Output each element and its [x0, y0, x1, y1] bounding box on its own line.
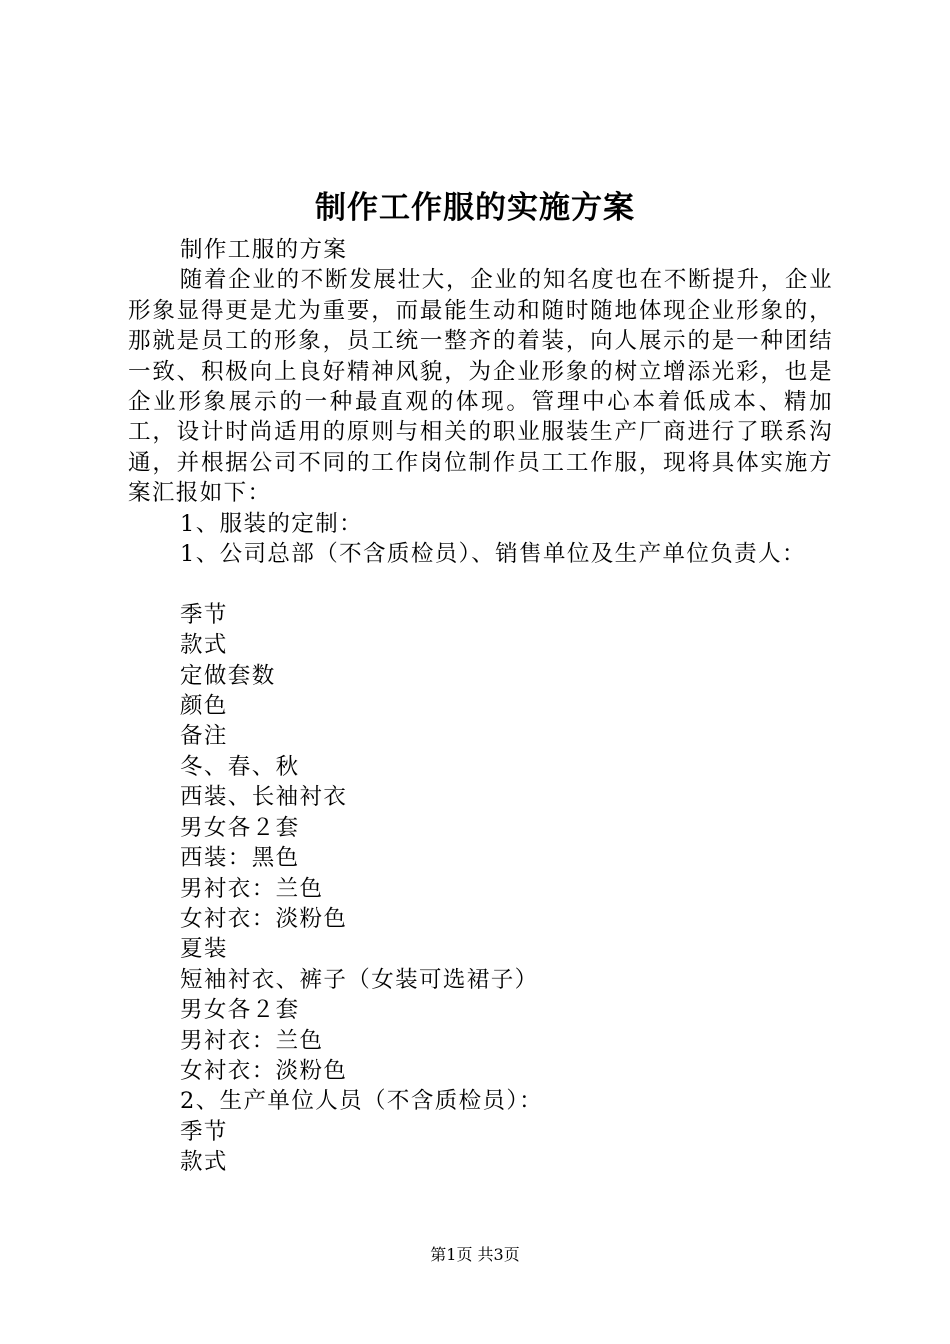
header-quantity: 定做套数: [180, 662, 276, 689]
winter-suit-color: 西装：黑色: [180, 845, 300, 872]
section2-header-style: 款式: [180, 1149, 228, 1176]
header-season: 季节: [180, 601, 228, 628]
section1-heading: 1、服装的定制：: [180, 510, 364, 537]
blank-line: [128, 569, 833, 599]
header-remark: 备注: [180, 723, 228, 750]
winter-quantity: 男女各２套: [180, 814, 300, 841]
header-color: 颜色: [180, 693, 228, 720]
document-title: 制作工作服的实施方案: [315, 190, 635, 226]
header-style: 款式: [180, 632, 228, 659]
document-body: [128, 235, 833, 1178]
section2-header-season: 季节: [180, 1118, 228, 1145]
section1-sub-heading: 1、公司总部（不含质检员）、销售单位及生产单位负责人：: [180, 541, 806, 568]
section2-heading: 2、生产单位人员（不含质检员）：: [180, 1088, 543, 1115]
subtitle-line: 制作工服的方案: [180, 237, 348, 263]
summer-season: 夏装: [180, 936, 228, 963]
winter-women-shirt-color: 女衬衣：淡粉色: [180, 905, 348, 932]
summer-quantity: 男女各２套: [180, 997, 300, 1024]
summer-men-shirt-color: 男衬衣：兰色: [180, 1027, 324, 1054]
summer-style: 短袖衬衣、裤子（女装可选裙子）: [180, 966, 539, 993]
summer-women-shirt-color: 女衬衣：淡粉色: [180, 1057, 348, 1084]
intro-paragraph: 随着企业的不断发展壮大，企业的知名度也在不断提升，企业形象显得更是尤为重要，而最能生动和随时随地体现企业形象的，那就是员工的形象，员工统一整齐的着装，向人展示的是一种团结一致、积极向上良好精神风貌，为企业形象的树立增添光彩，也是企业形象展示的一种最直观的体现。管理中心本着低成本、精加工，设计时尚适用的原则与相关的职业服装生产厂商进行了联系沟通，并根据公司不同的工作岗位制作员工工作服，现将具体实施方案汇报如下：: [128, 267, 833, 507]
winter-season: 冬、春、秋: [180, 753, 300, 780]
winter-style: 西装、长袖衬衣: [180, 784, 348, 811]
winter-men-shirt-color: 男衬衣：兰色: [180, 875, 324, 902]
page-number-footer: 第1页 共3页: [430, 1245, 520, 1264]
